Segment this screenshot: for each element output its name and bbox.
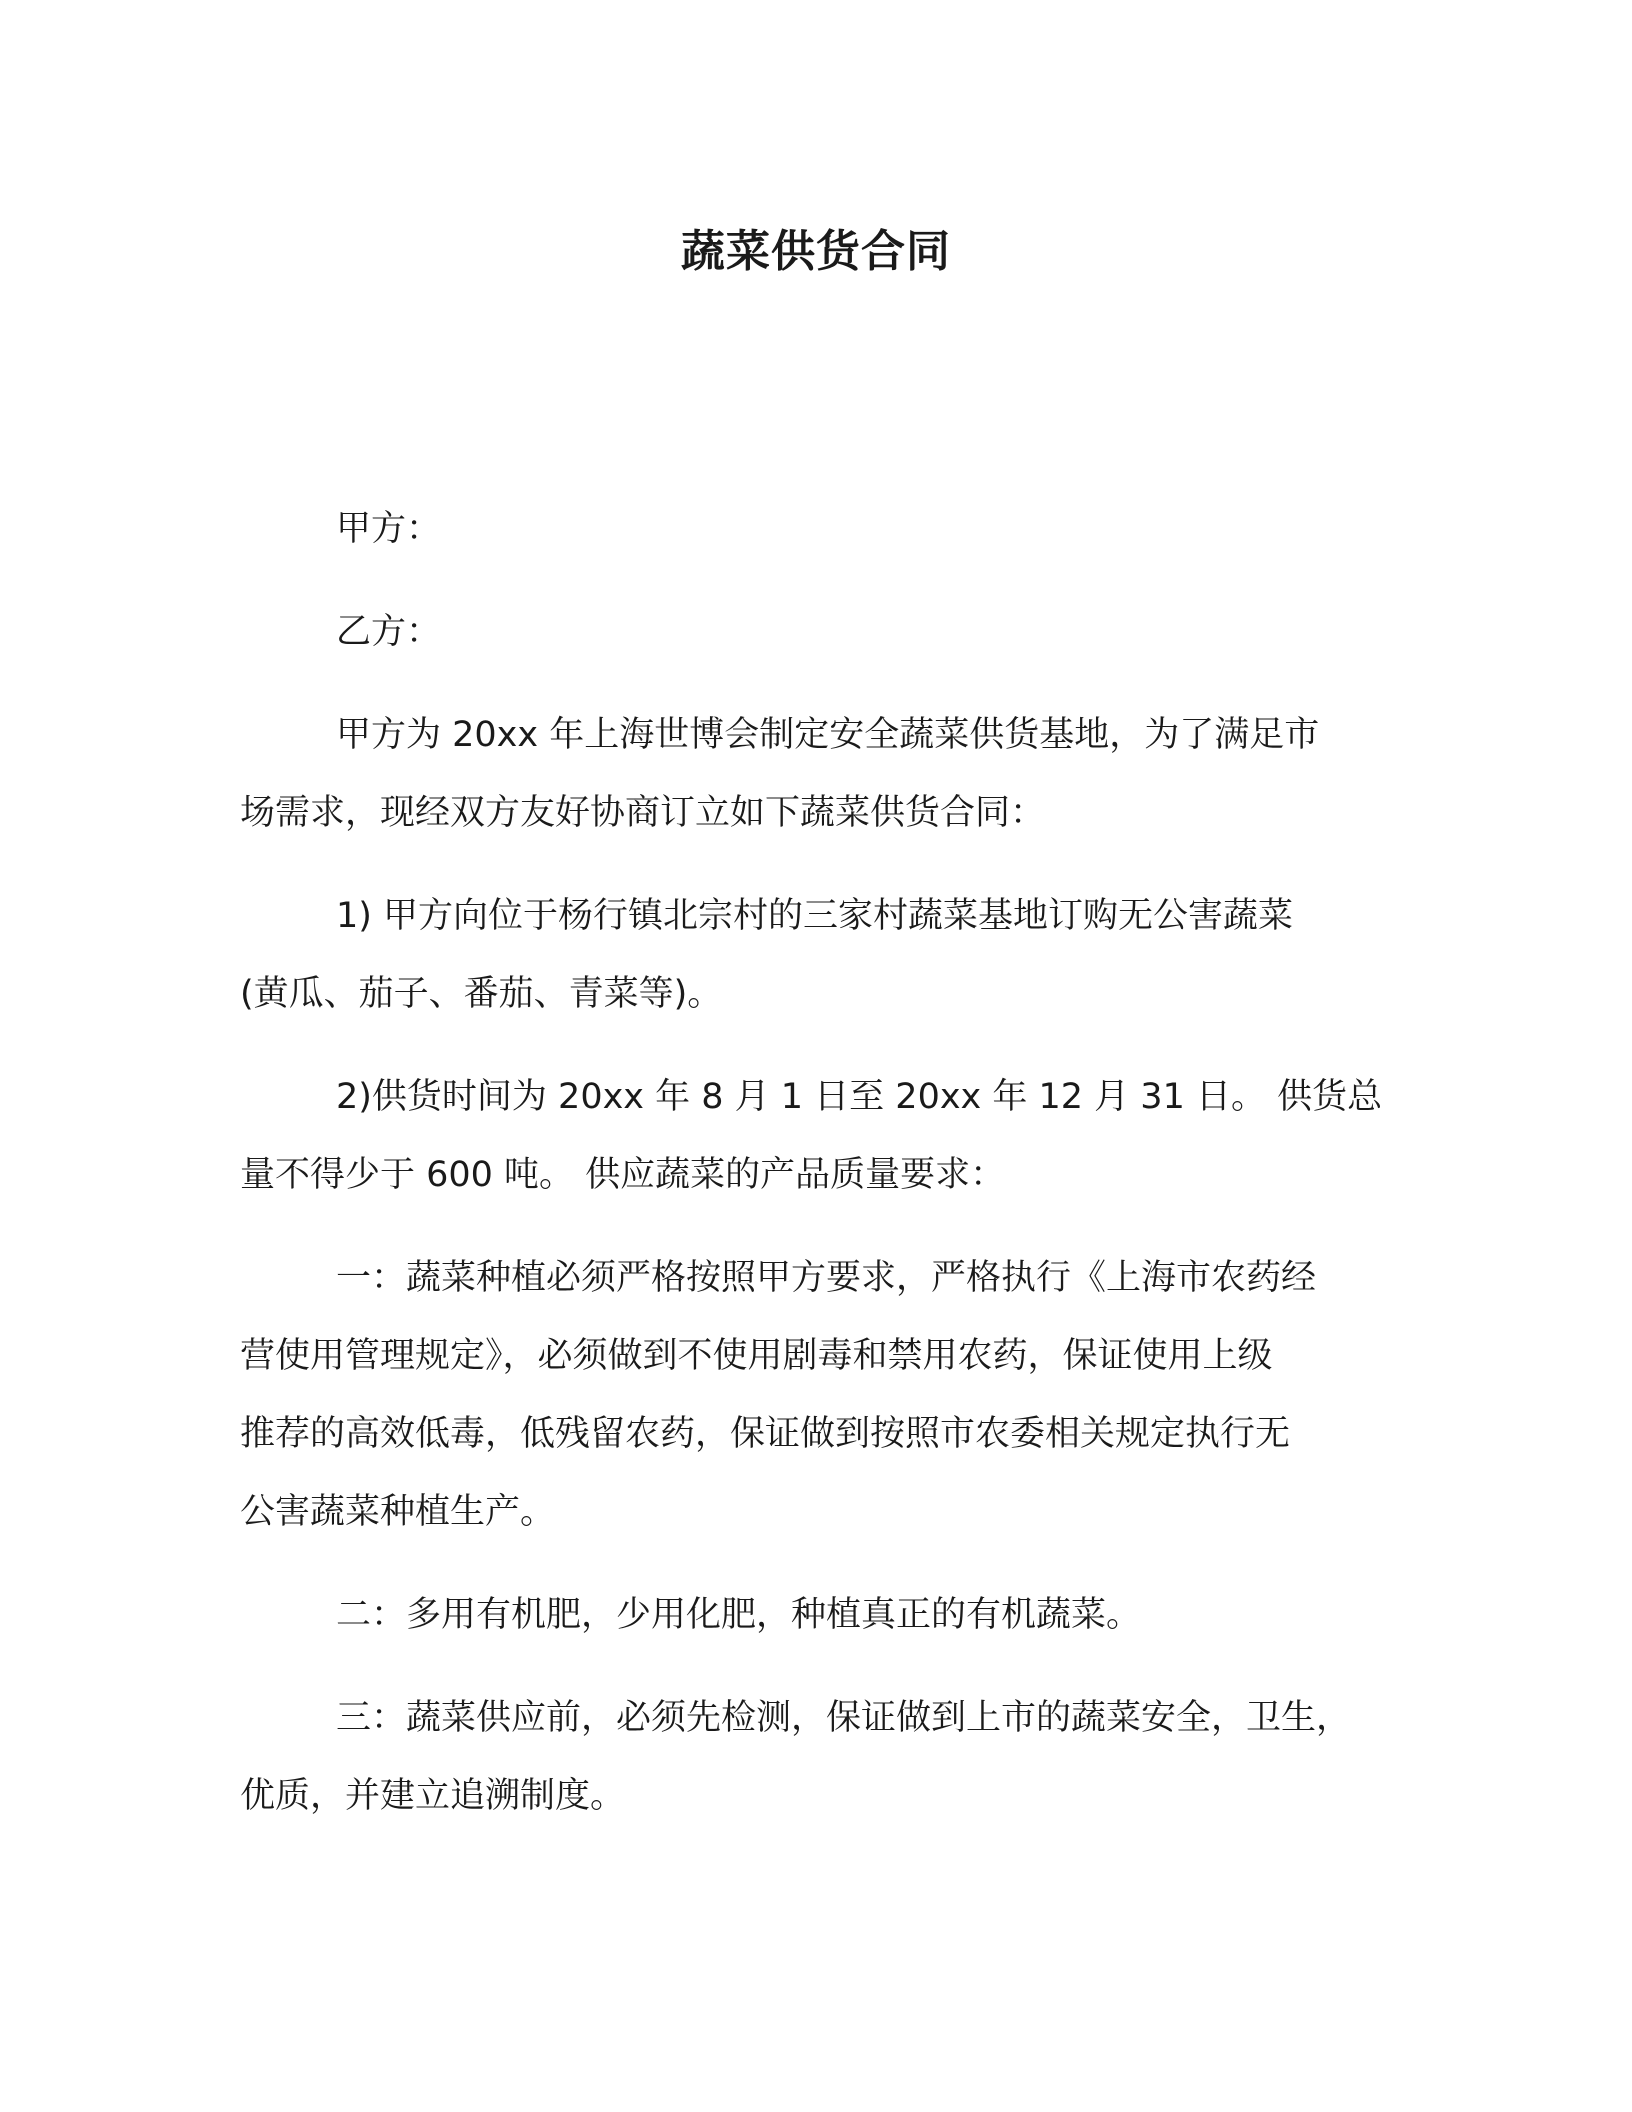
requirement-1-paragraph bbox=[240, 1239, 1400, 1551]
intro-paragraph bbox=[240, 696, 1400, 852]
party-b-line bbox=[240, 593, 1400, 671]
requirement-1-line-3: 推荐的高效低毒，低残留农药，保证做到按照市农委相关规定执行无 bbox=[240, 1414, 1291, 1454]
party-a-label: 甲方： bbox=[336, 509, 442, 549]
party-b-label: 乙方： bbox=[336, 612, 442, 652]
requirement-2-paragraph bbox=[240, 1576, 1400, 1654]
clause-2-paragraph bbox=[240, 1058, 1400, 1214]
clause-1-line-1: 1) 甲方向位于杨行镇北宗村的三家村蔬菜基地订购无公害蔬菜 bbox=[336, 896, 1294, 936]
party-a-line bbox=[240, 490, 1400, 568]
document-body bbox=[240, 490, 1400, 1860]
clause-2-line-2: 量不得少于 600 吨。 供应蔬菜的产品质量要求： bbox=[240, 1155, 1006, 1195]
clause-1-line-2: (黄瓜、茄子、番茄、青菜等)。 bbox=[240, 974, 723, 1014]
requirement-1-line-1: 一：蔬菜种植必须严格按照甲方要求，严格执行《上海市农药经 bbox=[336, 1258, 1317, 1298]
requirement-2-line-1: 二：多用有机肥，少用化肥，种植真正的有机蔬菜。 bbox=[336, 1595, 1142, 1635]
requirement-3-paragraph bbox=[240, 1679, 1400, 1835]
intro-line-2: 场需求，现经双方友好协商订立如下蔬菜供货合同： bbox=[240, 793, 1046, 833]
requirement-3-line-1: 三：蔬菜供应前，必须先检测，保证做到上市的蔬菜安全，卫生， bbox=[336, 1698, 1352, 1738]
document-title: 蔬菜供货合同 bbox=[681, 226, 951, 277]
intro-line-1: 甲方为 20xx 年上海世博会制定安全蔬菜供货基地，为了满足市 bbox=[336, 715, 1320, 755]
requirement-1-line-2: 营使用管理规定》，必须做到不使用剧毒和禁用农药，保证使用上级 bbox=[240, 1336, 1273, 1376]
clause-1-paragraph bbox=[240, 877, 1400, 1033]
requirement-1-line-4: 公害蔬菜种植生产。 bbox=[240, 1492, 556, 1532]
requirement-3-line-2: 优质，并建立追溯制度。 bbox=[240, 1776, 626, 1816]
clause-2-line-1: 2)供货时间为 20xx 年 8 月 1 日至 20xx 年 12 月 31 日。 供货总 bbox=[336, 1077, 1383, 1117]
